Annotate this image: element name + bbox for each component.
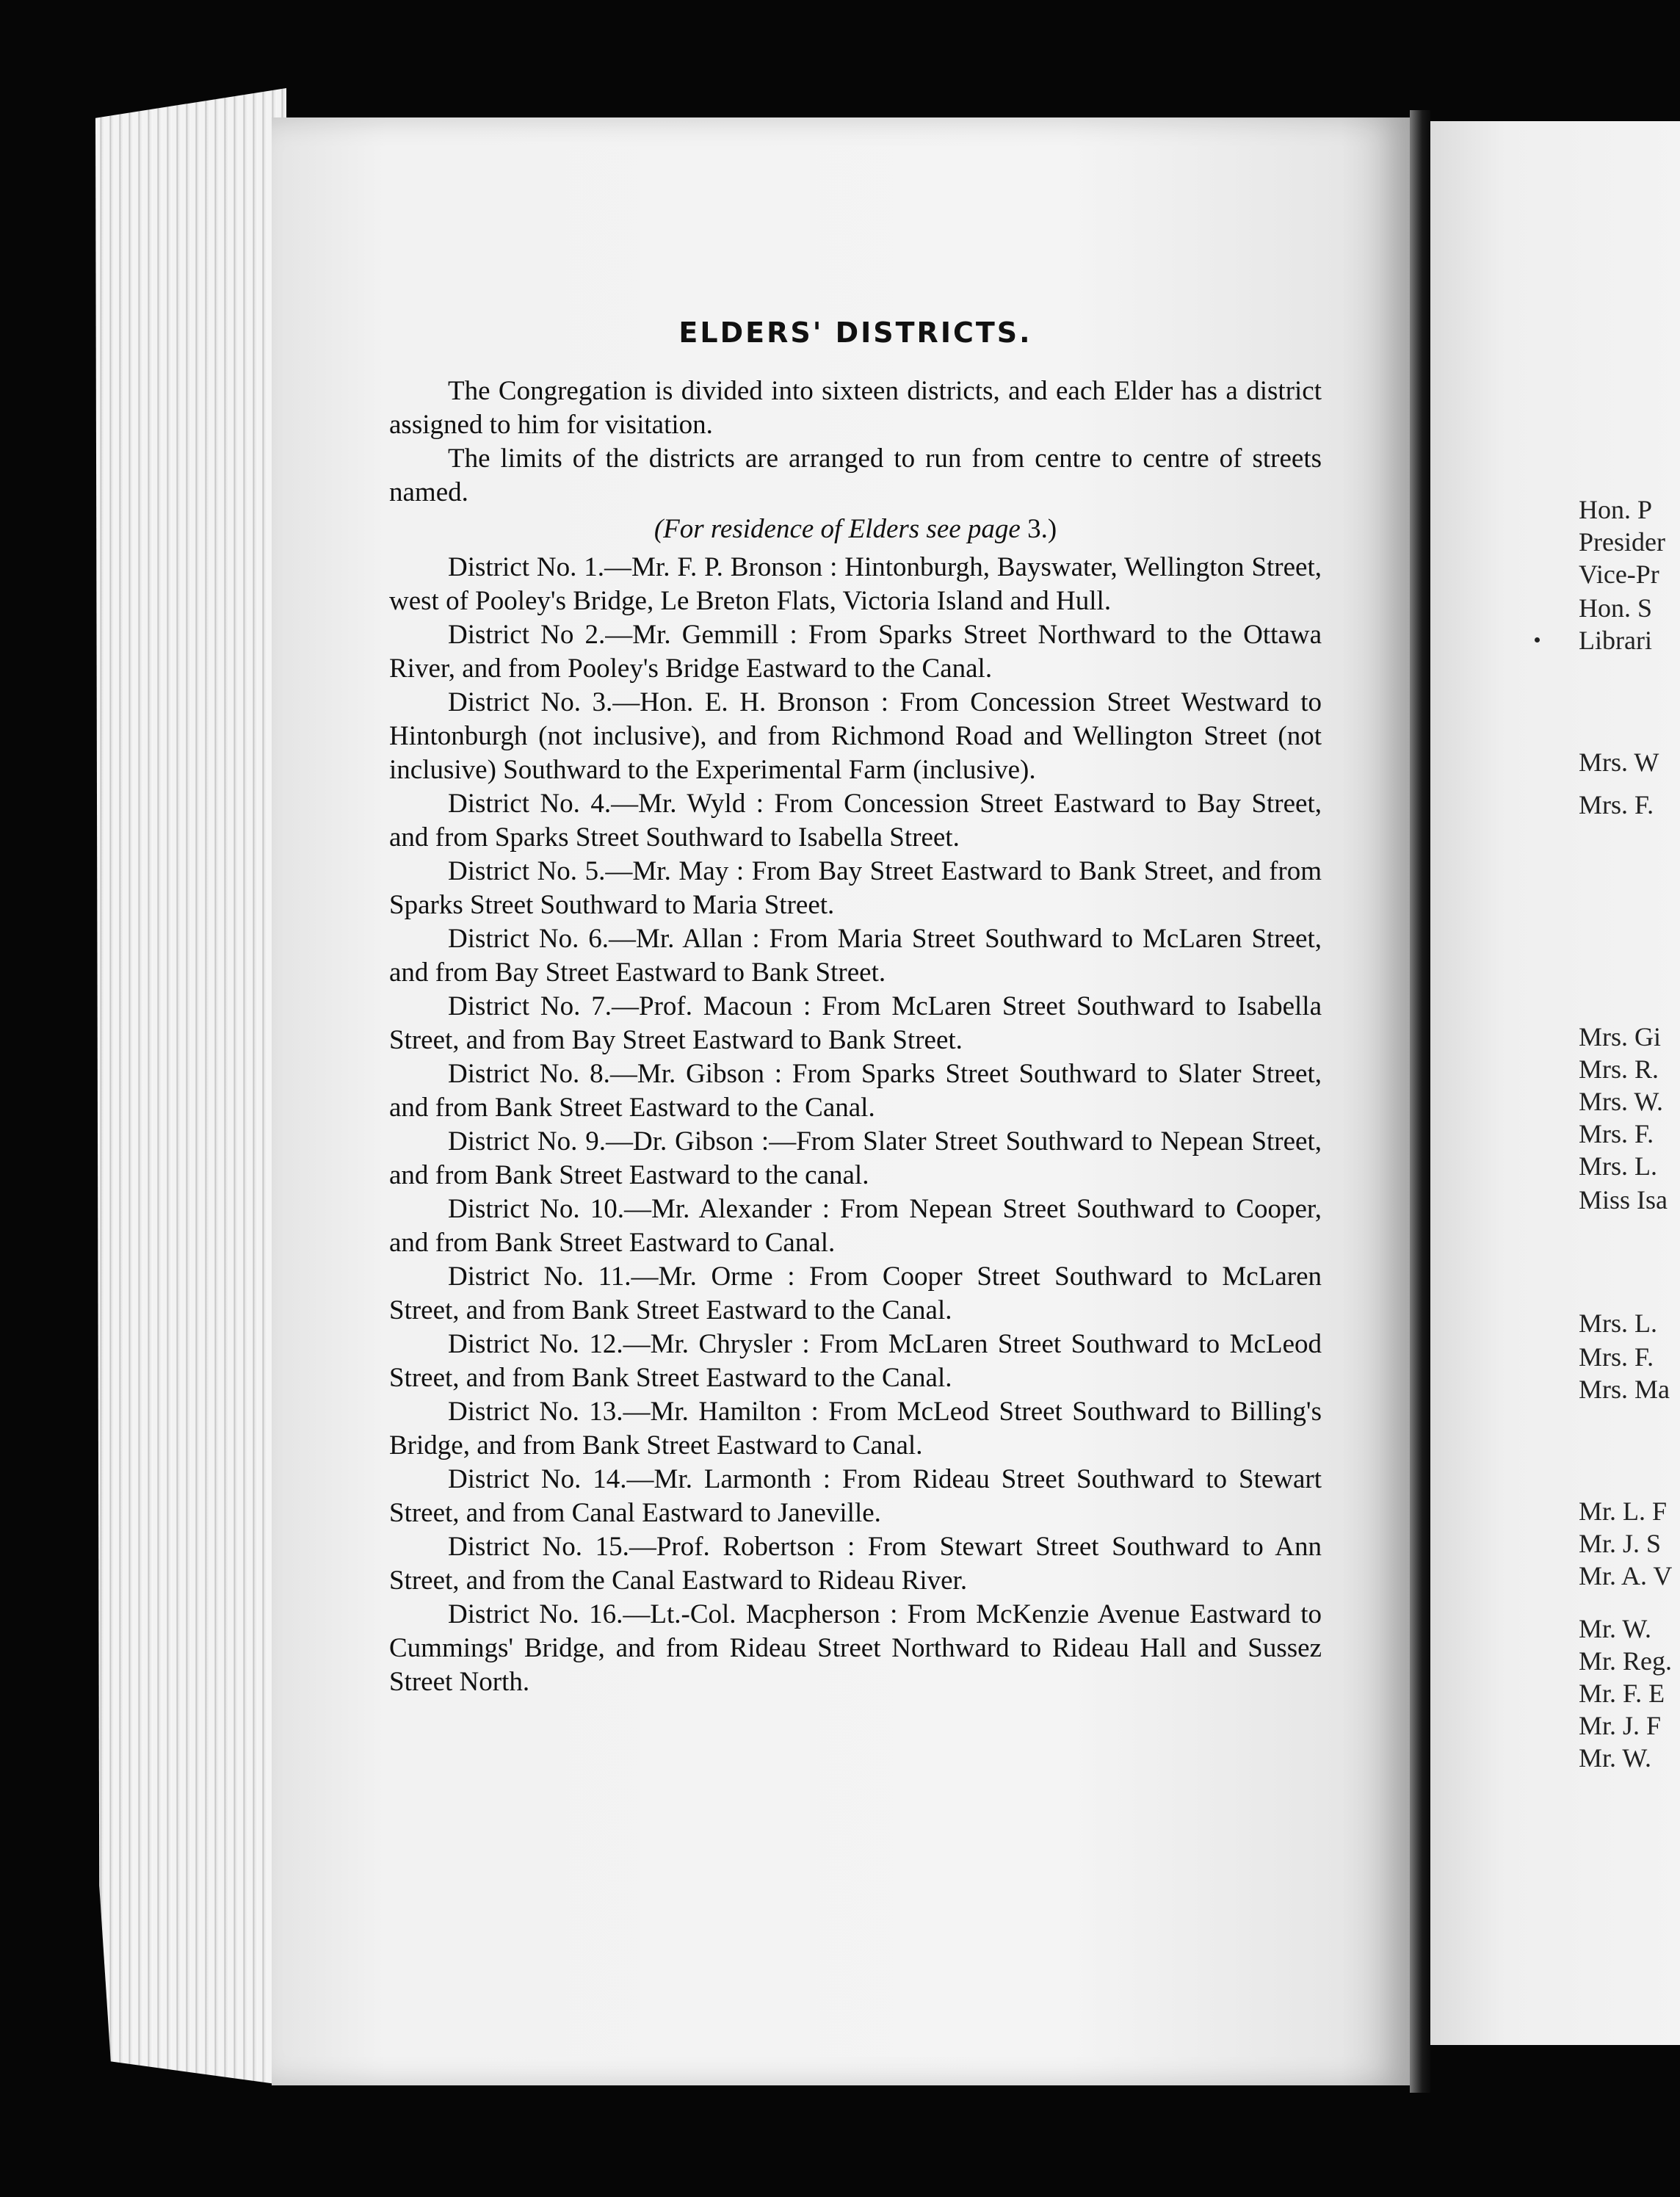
district-entry-3: District No. 3.—Hon. E. H. Bronson : From Concession Street Westward to Hintonburgh (not inclusive), and from Richmond Road and Wellington Street (not inclusive) Southward to the Experimental Farm (inclusive). [389, 687, 1322, 785]
right-list-item: Mr. F. E [1579, 1679, 1665, 1708]
right-list-item: Hon. S [1579, 593, 1653, 623]
residence-note-text: (For residence of Elders see page [653, 514, 1021, 544]
right-list-item: Mr. W. [1579, 1614, 1652, 1643]
district-entry-7: District No. 7.—Prof. Macoun : From McLaren Street Southward to Isabella Street, and from Bay Street Eastward to Bank Street. [389, 991, 1322, 1055]
right-list-item: Mrs. Ma [1579, 1375, 1670, 1404]
right-list-item: Mrs. Gi [1579, 1022, 1662, 1052]
district-entry-2: District No 2.—Mr. Gemmill : From Sparks Street Northward to the Ottawa River, and from Pooley's Bridge Eastward to the Canal. [389, 620, 1322, 684]
right-list-item: Librari [1579, 626, 1652, 655]
district-entry-13: District No. 13.—Mr. Hamilton : From McLeod Street Southward to Billing's Bridge, and from Bank Street Eastward to Canal. [389, 1397, 1322, 1461]
right-list-item: Mrs. L. [1579, 1309, 1657, 1338]
district-entry-16: District No. 16.—Lt.-Col. Macpherson : From McKenzie Avenue Eastward to Cummings' Bridge, and from Rideau Street Northward to Rideau Hall and Sussez Street North. [389, 1599, 1322, 1697]
right-list-item: Mrs. L. [1579, 1151, 1657, 1181]
right-list-item: Mrs. R. [1579, 1054, 1659, 1084]
district-entry-9: District No. 9.—Dr. Gibson :—From Slater Street Southward to Nepean Street, and from Bank Street Eastward to the canal. [389, 1126, 1322, 1190]
book-gutter [1410, 110, 1430, 2093]
residence-note-page: 3.) [1027, 514, 1057, 544]
right-list-item: Mr. A. V [1579, 1561, 1673, 1590]
district-entry-11: District No. 11.—Mr. Orme : From Cooper Street Southward to McLaren Street, and from Bank Street Eastward to the Canal. [389, 1262, 1322, 1325]
district-entry-12: District No. 12.—Mr. Chrysler : From McLaren Street Southward to McLeod Street, and from Bank Street Eastward to the Canal. [389, 1329, 1322, 1393]
page-title: ELDERS' DISTRICTS. [678, 316, 1032, 349]
right-list-item: Hon. P [1579, 495, 1653, 524]
intro-paragraph-2: The limits of the districts are arranged to run from centre to centre of streets named. [389, 444, 1322, 507]
district-entry-10: District No. 10.—Mr. Alexander : From Nepean Street Southward to Cooper, and from Bank Street Eastward to Canal. [389, 1194, 1322, 1258]
district-list [389, 551, 1322, 1699]
right-list-item: Vice-Pr [1579, 560, 1659, 589]
right-list-item: Mrs. F. [1579, 790, 1654, 819]
left-page-text [389, 316, 1322, 1699]
right-page-partial-list [1579, 0, 1680, 2197]
ink-speck [1535, 637, 1540, 643]
right-list-item: Mr. L. F [1579, 1496, 1668, 1526]
district-entry-8: District No. 8.—Mr. Gibson : From Sparks Street Southward to Slater Street, and from Bank Street Eastward to the Canal. [389, 1059, 1322, 1123]
residence-note [389, 513, 1322, 546]
book-page-edges [95, 88, 286, 2085]
district-entry-5: District No. 5.—Mr. May : From Bay Street Eastward to Bank Street, and from Sparks Street Southward to Maria Street. [389, 856, 1322, 920]
right-list-item: Mr. J. S [1579, 1529, 1662, 1558]
district-entry-4: District No. 4.—Mr. Wyld : From Concession Street Eastward to Bay Street, and from Sparks Street Southward to Isabella Street. [389, 789, 1322, 853]
right-list-item: Mrs. W [1579, 748, 1659, 777]
district-entry-6: District No. 6.—Mr. Allan : From Maria Street Southward to McLaren Street, and from Bay Street Eastward to Bank Street. [389, 924, 1322, 988]
district-entry-14: District No. 14.—Mr. Larmonth : From Rideau Street Southward to Stewart Street, and from Canal Eastward to Janeville. [389, 1464, 1322, 1528]
intro-paragraph-1: The Congregation is divided into sixteen districts, and each Elder has a district assigned to him for visitation. [389, 376, 1322, 440]
right-list-item: Mrs. F. [1579, 1342, 1654, 1372]
right-list-item: Mrs. F. [1579, 1119, 1654, 1148]
right-list-item: Mr. W. [1579, 1743, 1652, 1773]
right-list-item: Mr. Reg. [1579, 1646, 1673, 1676]
right-list-item: Mrs. W. [1579, 1087, 1664, 1116]
district-entry-1: District No. 1.—Mr. F. P. Bronson : Hintonburgh, Bayswater, Wellington Street, west of Pooley's Bridge, Le Breton Flats, Victoria Island and Hull. [389, 552, 1322, 616]
right-list-item: Presider [1579, 527, 1665, 557]
right-list-item: Mr. J. F [1579, 1711, 1662, 1740]
district-entry-15: District No. 15.—Prof. Robertson : From Stewart Street Southward to Ann Street, and from the Canal Eastward to Rideau River. [389, 1532, 1322, 1596]
right-list-item: Miss Isa [1579, 1185, 1668, 1215]
